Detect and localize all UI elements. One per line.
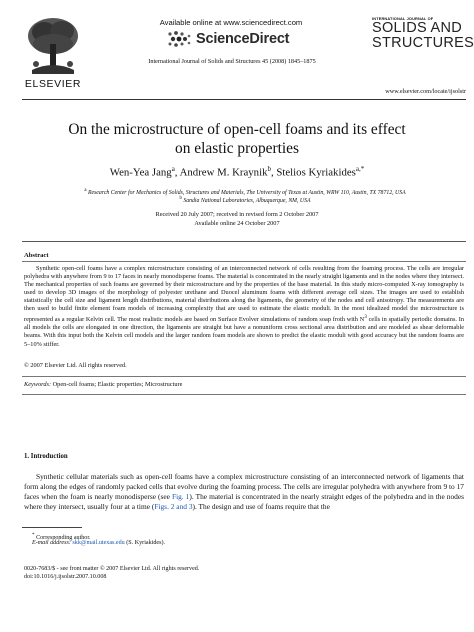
journal-masthead — [372, 16, 474, 51]
available-online-text: Available online at www.sciencedirect.com — [159, 18, 303, 27]
figures-2-3-link[interactable]: Figs. 2 and 3 — [154, 501, 193, 511]
masthead-line-1: SOLIDS AND — [372, 20, 463, 36]
abstract-text — [24, 265, 464, 349]
doi-link[interactable]: doi:10.1016/j.ijsolstr.2007.10.008 — [24, 574, 107, 580]
author-affiliation-mark: a,* — [355, 165, 365, 173]
introduction-paragraph — [24, 472, 464, 512]
affiliation-mark: b — [179, 196, 182, 201]
affiliation-a — [40, 188, 450, 196]
publisher-name: ELSEVIER — [24, 78, 82, 90]
sciencedirect-logo — [166, 30, 289, 48]
author-affiliation-mark: b — [267, 165, 271, 173]
abstract-divider — [22, 261, 466, 262]
email-tail: (S. Kyriakides). — [124, 540, 166, 546]
received-date: Received 20 July 2007; received in revised form 2 October 2007 — [155, 211, 319, 218]
title-line-2: on elastic properties — [175, 140, 299, 157]
author-name: Andrew M. Kraynik — [179, 166, 268, 179]
author-separator: , — [270, 166, 277, 179]
article-dates — [30, 211, 444, 228]
affiliation-text: Sandia National Laboratories, Albuquerque, NM, USA — [183, 197, 311, 204]
title-line-1: On the microstructure of open-cell foams and its effect — [68, 121, 406, 138]
figure-1-link[interactable]: Fig. 1 — [171, 491, 190, 501]
author-separator: , — [174, 166, 180, 179]
footnote-text: Corresponding author. — [34, 535, 91, 542]
abstract-copyright: © 2007 Elsevier Ltd. All rights reserved. — [24, 362, 127, 369]
email-link[interactable]: skk@mail.utexas.edu — [72, 540, 125, 546]
email-label: E-mail address: — [32, 540, 71, 546]
affiliation-mark: a — [84, 188, 87, 193]
abstract-heading: Abstract — [24, 252, 49, 259]
journal-citation: International Journal of Solids and Structures 45 (2008) 1845–1875 — [148, 58, 316, 65]
author-affiliation-mark: a — [171, 165, 175, 173]
author-name: Wen-Yea Jang — [109, 166, 172, 179]
article-title — [30, 120, 444, 158]
masthead-line-2: STRUCTURES — [372, 35, 474, 51]
footnote-mark: * — [32, 532, 35, 538]
abstract-superscript: 3 — [364, 314, 367, 321]
elsevier-tree-logo-icon — [22, 14, 84, 76]
section-heading-introduction: 1. Introduction — [24, 453, 68, 460]
keywords-line — [24, 381, 182, 388]
masthead-top-line: INTERNATIONAL JOURNAL OF — [372, 16, 434, 21]
available-date: Available online 24 October 2007 — [194, 219, 280, 227]
keywords-divider-top — [22, 376, 466, 377]
keywords-text: Open-cell foams; Elastic properties; Microstructure — [51, 381, 183, 388]
author-name: Stelios Kyriakides — [276, 166, 356, 179]
abstract-text-part: cells in spatially periodic domains. In all models the cells are elongated in one direction, the ligaments are straight but have a nonuniform cross sectional area distribution and are modeled as shear deformable beams. With this input both the Kelvin cell models and the larger random foam models are shown to predict the elastic moduli with good accuracy but the random foams are 5–10% stiffer. — [24, 316, 464, 348]
body-text-part: ). The material is concentrated in the nearly straight edges of the polyhedra and in the nodes where they intersect, usually four at a time ( — [24, 491, 465, 511]
footnote-divider — [22, 527, 82, 528]
body-text-part: Synthetic cellular materials such as open-cell foams have a complex microstructure consisting of an interconnected network of ligaments that form along the edges of randomly packed cells that evolve during the foaming process. The cells are irregular polyhedra with anywhere from 9 to 17 faces when the foam is nearly monodisperse (see — [24, 472, 464, 501]
journal-header — [0, 0, 474, 100]
affiliation-text: Research Center for Mechanics of Solids, Structures and Materials, The University of Texas at Austin, WRW 110, Austin, TX 78712, USA — [87, 189, 406, 196]
journal-url-link[interactable]: www.elsevier.com/locate/ijsolstr — [385, 88, 466, 95]
keywords-divider-bottom — [22, 394, 466, 395]
email-note — [32, 540, 165, 546]
affiliation-b — [40, 196, 450, 204]
keywords-label: Keywords: — [24, 381, 52, 388]
sciencedirect-dots-icon — [166, 30, 192, 48]
body-text-part: ). The design and use of foams require that the — [192, 501, 330, 511]
header-divider — [22, 99, 466, 100]
issn-line: 0020-7683/$ - see front matter © 2007 Elsevier Ltd. All rights reserved. — [24, 566, 200, 572]
abstract-text-part: Synthetic open-cell foams have a complex microstructure consisting of an interconnected network of cells resulting from the foaming process. The cells are irregular polyhedra with anywhere from 9 to 17 faces in nearly monodisperse foams. The material is concentrated in the nearly straight ligaments and in the nodes where they intersect. The mechanical properties of such foams are governed by their microstructure and by the properties of the base material. In this study micro-computed X-ray tomography is used to develop 3D images of the morphology of polyester urethane and Duocel aluminum foams with different average cell sizes. The images are used to establish statistically the cell size and ligament length distributions, material distributions along the ligaments, the geometry of the nodes and cell anisotropy. The measurements are then used to build finite element foam models of increasing complexity that are used to estimate the elastic moduli. In the most idealized model the microstructure is represented as a regular Kelvin cell. The most realistic models are based on Surface Evolver simulations of random soap froth with N — [24, 265, 464, 324]
title-divider — [22, 241, 466, 242]
author-list — [30, 165, 444, 179]
sciencedirect-wordmark: ScienceDirect — [196, 31, 290, 47]
